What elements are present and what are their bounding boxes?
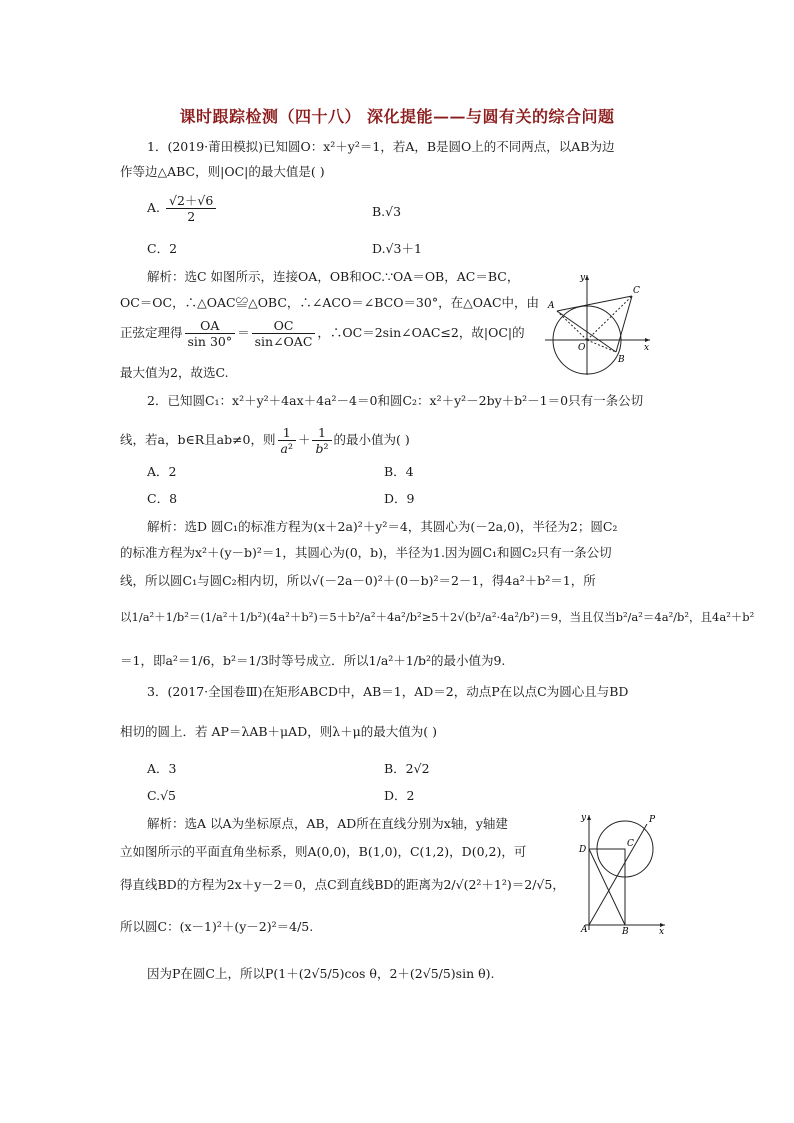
- q1-sine-fraction-oc: [252, 318, 316, 349]
- fig1-label-b: B: [618, 355, 625, 365]
- q2-stem-line2: 线，若a，b∈R且ab≠0，则 $\frac{1}{\text{a²}}$ ＋ $\frac{1}{\text{b²}}$ 的最小值为( ): [120, 425, 410, 456]
- q3-solution-line1: 解析：选A 以A为坐标原点，AB，AD所在直线分别为x轴，y轴建: [147, 816, 508, 831]
- q3-option-b: B．2√2: [384, 761, 430, 776]
- q1-solution-line1: 解析：选C 如图所示，连接OA，OB和OC.∵OA＝OB，AC＝BC，: [147, 269, 520, 284]
- q1-solution-line4: 最大值为2，故选C.: [120, 365, 229, 380]
- q1-fraction-oa-numerator: OA: [185, 318, 236, 334]
- q1-stem-line2: 作等边△ABC，则|OC|的最大值是( ): [120, 164, 325, 179]
- fig2-label-d: D: [579, 845, 587, 855]
- q3-solution-line5: 因为P在圆C上，所以P(1＋(2√5/5)cos θ，2＋(2√5/5)sin θ).: [147, 966, 495, 981]
- q3-option-d: D．2: [384, 788, 415, 803]
- q2-fraction-1-b2: $\frac{1}{\text{b²}}$: [312, 425, 331, 456]
- q2-solution-line4: 以1/a²＋1/b²＝(1/a²＋1/b²)(4a²＋b²)＝5＋b²/a²＋4a²/b²≥5＋2√(b²/a²·4a²/b²)＝9，当且仅当b²/a²＝4a²/b²，且4a²＋b²: [120, 610, 755, 624]
- fig1-label-x: x: [644, 343, 650, 353]
- q3-option-c: C.√5: [147, 788, 177, 803]
- q2-solution-line2: 的标准方程为x²＋(y－b)²＝1，其圆心为(0，b)，半径为1.因为圆C₁和圆C₂只有一条公切: [120, 545, 612, 560]
- fig2-diagonal-bd: [589, 849, 625, 925]
- q1-solution-line3-suffix: ，∴OC＝2sin∠OAC≤2，故|OC|的: [317, 325, 525, 340]
- q3-stem-line2: 相切的圆上．若 AP＝λAB＋μAD，则λ＋μ的最大值为( ): [120, 724, 437, 739]
- q2-solution-line1: 解析：选D 圆C₁的标准方程为(x＋2a)²＋y²＝4，其圆心为(－2a,0)，半径为2；圆C₂: [147, 519, 618, 534]
- q1-option-a-fraction: [166, 193, 216, 224]
- fig2-label-b: B: [622, 927, 629, 935]
- fig2-label-x: x: [659, 927, 665, 935]
- q2-option-d: D．9: [384, 491, 415, 506]
- q1-stem-line1: 1．(2019·莆田模拟)已知圆O：x²＋y²＝1，若A，B是圆O上的不同两点，以AB为边: [147, 139, 615, 154]
- q1-sine-fraction-oa: [185, 318, 236, 349]
- fig1-segment-oa: [557, 311, 587, 340]
- fig1-label-c: C: [633, 286, 640, 296]
- q1-circle-figure: [540, 270, 655, 380]
- q1-fraction-oa-denominator: sin 30°: [187, 334, 233, 349]
- q2-stem-line2-prefix: 线，若a，b∈R且ab≠0，则: [120, 432, 276, 447]
- q2-option-c: C．8: [147, 491, 178, 506]
- fig2-label-a: A: [581, 925, 588, 935]
- q1-option-a: [147, 193, 218, 224]
- page-title: 课时跟踪检测（四十八） 深化提能——与圆有关的综合问题: [179, 107, 615, 126]
- q1-option-d: D.√3＋1: [372, 241, 422, 256]
- q1-option-a-label: A.: [147, 200, 161, 215]
- q1-solution-line2: OC＝OC，∴△OAC≌△OBC，∴∠ACO＝∠BCO＝30°，在△OAC中，由: [120, 295, 540, 310]
- fig1-segment-bc: [616, 296, 632, 352]
- q1-option-a-denominator: 2: [187, 209, 196, 224]
- fig1-x-arrow: [645, 338, 650, 342]
- q2-solution-line3: 线，所以圆C₁与圆C₂相内切，所以√(－2a－0)²＋(0－b)²＝2－1，得4a²＋b²＝1，所: [120, 573, 596, 588]
- q1-solution-line3: [120, 318, 525, 349]
- q2-option-a: A．2: [147, 464, 177, 479]
- fig1-segment-ac: [557, 296, 632, 311]
- fig1-label-y: y: [580, 273, 586, 283]
- fig2-y-arrow: [587, 815, 591, 820]
- q1-equals: ＝: [237, 325, 250, 340]
- fig1-y-arrow: [585, 275, 589, 280]
- q1-option-a-numerator: √2＋√6: [166, 193, 216, 209]
- q3-solution-line3: 得直线BD的方程为2x＋y－2＝0，点C到直线BD的距离为2/√(2²＋1²)＝2/√5，: [120, 877, 565, 892]
- fig1-label-o: O: [578, 343, 586, 353]
- q1-option-b: B.√3: [372, 204, 402, 219]
- q2-fraction-1-a2: $\frac{1}{\text{a²}}$: [278, 425, 296, 456]
- q1-option-c: C．2: [147, 241, 178, 256]
- q1-fraction-oc-denominator: sin∠OAC: [254, 334, 313, 349]
- fig2-label-p: P: [649, 815, 656, 825]
- q3-solution-line2: 立如图所示的平面直角坐标系，则A(0,0)，B(1,0)，C(1,2)，D(0,2)，可: [120, 844, 527, 859]
- q1-fraction-oc-numerator: OC: [252, 318, 316, 334]
- q2-solution-line5: ＝1，即a²＝1/6，b²＝1/3时等号成立．所以1/a²＋1/b²的最小值为9.: [120, 653, 506, 668]
- fig1-label-a: A: [548, 301, 555, 311]
- q2-option-b: B．4: [384, 464, 414, 479]
- q1-solution-line3-prefix: 正弦定理得: [120, 325, 183, 340]
- q2-stem-line1: 2．已知圆C₁：x²＋y²＋4ax＋4a²－4＝0和圆C₂：x²＋y²－2by＋b²－1＝0只有一条公切: [147, 393, 644, 408]
- q3-option-a: A．3: [147, 761, 177, 776]
- fig2-label-c: C: [627, 839, 634, 849]
- q3-solution-line4: 所以圆C：(x－1)²＋(y－2)²＝4/5.: [120, 919, 314, 934]
- q3-rectangle-figure: [575, 810, 670, 935]
- q3-stem-line1: 3．(2017·全国卷Ⅲ)在矩形ABCD中，AB＝1，AD＝2，动点P在以点C为圆心且与BD: [147, 684, 629, 699]
- fig2-label-y: y: [581, 813, 587, 823]
- q2-stem-line2-suffix: 的最小值为( ): [333, 432, 410, 447]
